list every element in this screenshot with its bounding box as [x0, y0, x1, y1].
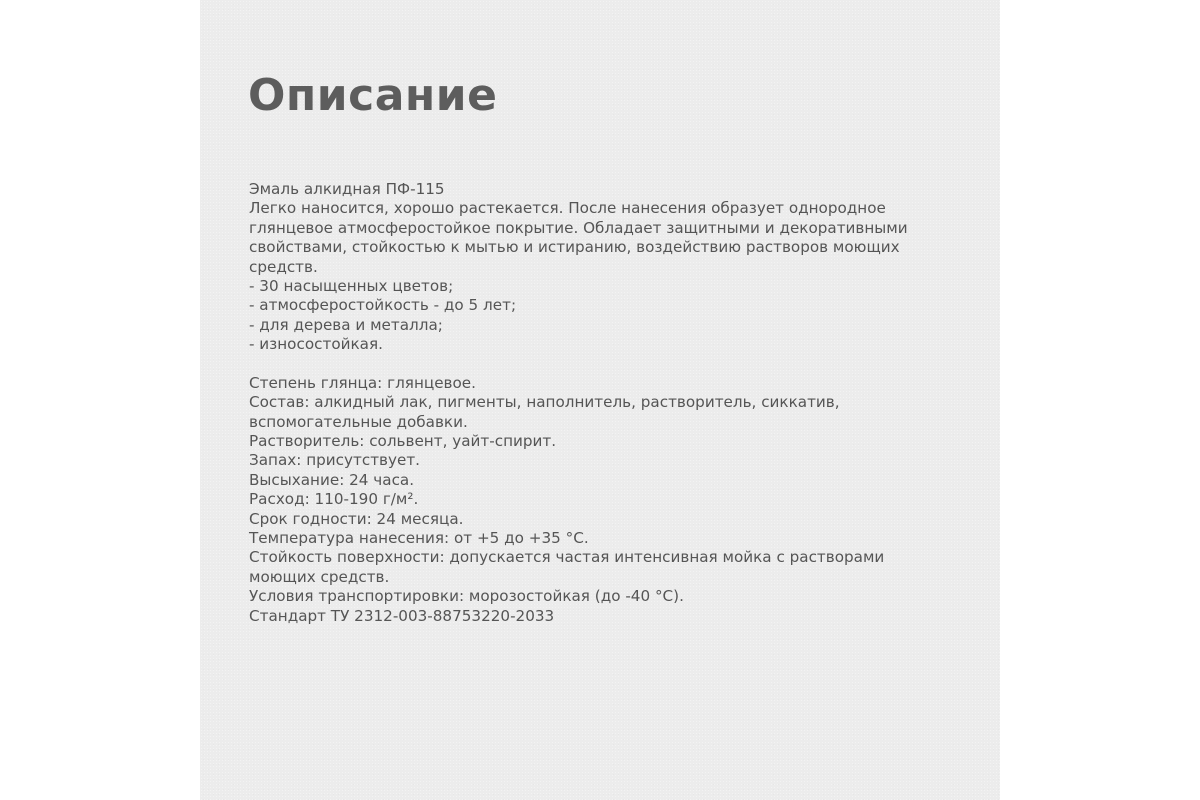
- spec-gloss: Степень глянца: глянцевое.: [249, 373, 476, 392]
- spec-standard: Стандарт ТУ 2312-003-88753220-2033: [249, 606, 555, 625]
- page-title: Описание: [248, 70, 498, 121]
- description-body: [249, 180, 969, 626]
- feature-item: - 30 насыщенных цветов;: [249, 276, 454, 295]
- spec-surface-resistance: Стойкость поверхности: допускается частая интенсивная мойка с растворами: [249, 548, 885, 567]
- description-line: средств.: [249, 257, 318, 276]
- spec-odor: Запах: присутствует.: [249, 451, 420, 470]
- spec-solvent: Растворитель: сольвент, уайт-спирит.: [249, 432, 557, 451]
- spec-drying: Высыхание: 24 часа.: [249, 470, 415, 489]
- feature-item: - для дерева и металла;: [249, 315, 443, 334]
- spec-application-temp: Температура нанесения: от +5 до +35 °С.: [249, 529, 589, 548]
- feature-item: - износостойкая.: [249, 335, 383, 354]
- spec-shelf-life: Срок годности: 24 месяца.: [249, 509, 464, 528]
- description-card: [200, 0, 1000, 800]
- spec-consumption: Расход: 110-190 г/м².: [249, 490, 419, 509]
- spec-surface-resistance-cont: моющих средств.: [249, 567, 390, 586]
- feature-item: - атмосферостойкость - до 5 лет;: [249, 296, 517, 315]
- spec-transport: Условия транспортировки: морозостойкая (до -40 °С).: [249, 587, 684, 606]
- spacer: [249, 355, 969, 374]
- spec-composition-cont: вспомогательные добавки.: [249, 412, 468, 431]
- description-line: Легко наносится, хорошо растекается. После нанесения образует однородное: [249, 199, 886, 218]
- product-name: Эмаль алкидная ПФ-115: [249, 180, 445, 198]
- spec-composition: Состав: алкидный лак, пигменты, наполнитель, растворитель, сиккатив,: [249, 393, 840, 412]
- description-line: свойствами, стойкостью к мытью и истиранию, воздействию растворов моющих: [249, 238, 900, 257]
- description-line: глянцевое атмосферостойкое покрытие. Обладает защитными и декоративными: [249, 218, 908, 237]
